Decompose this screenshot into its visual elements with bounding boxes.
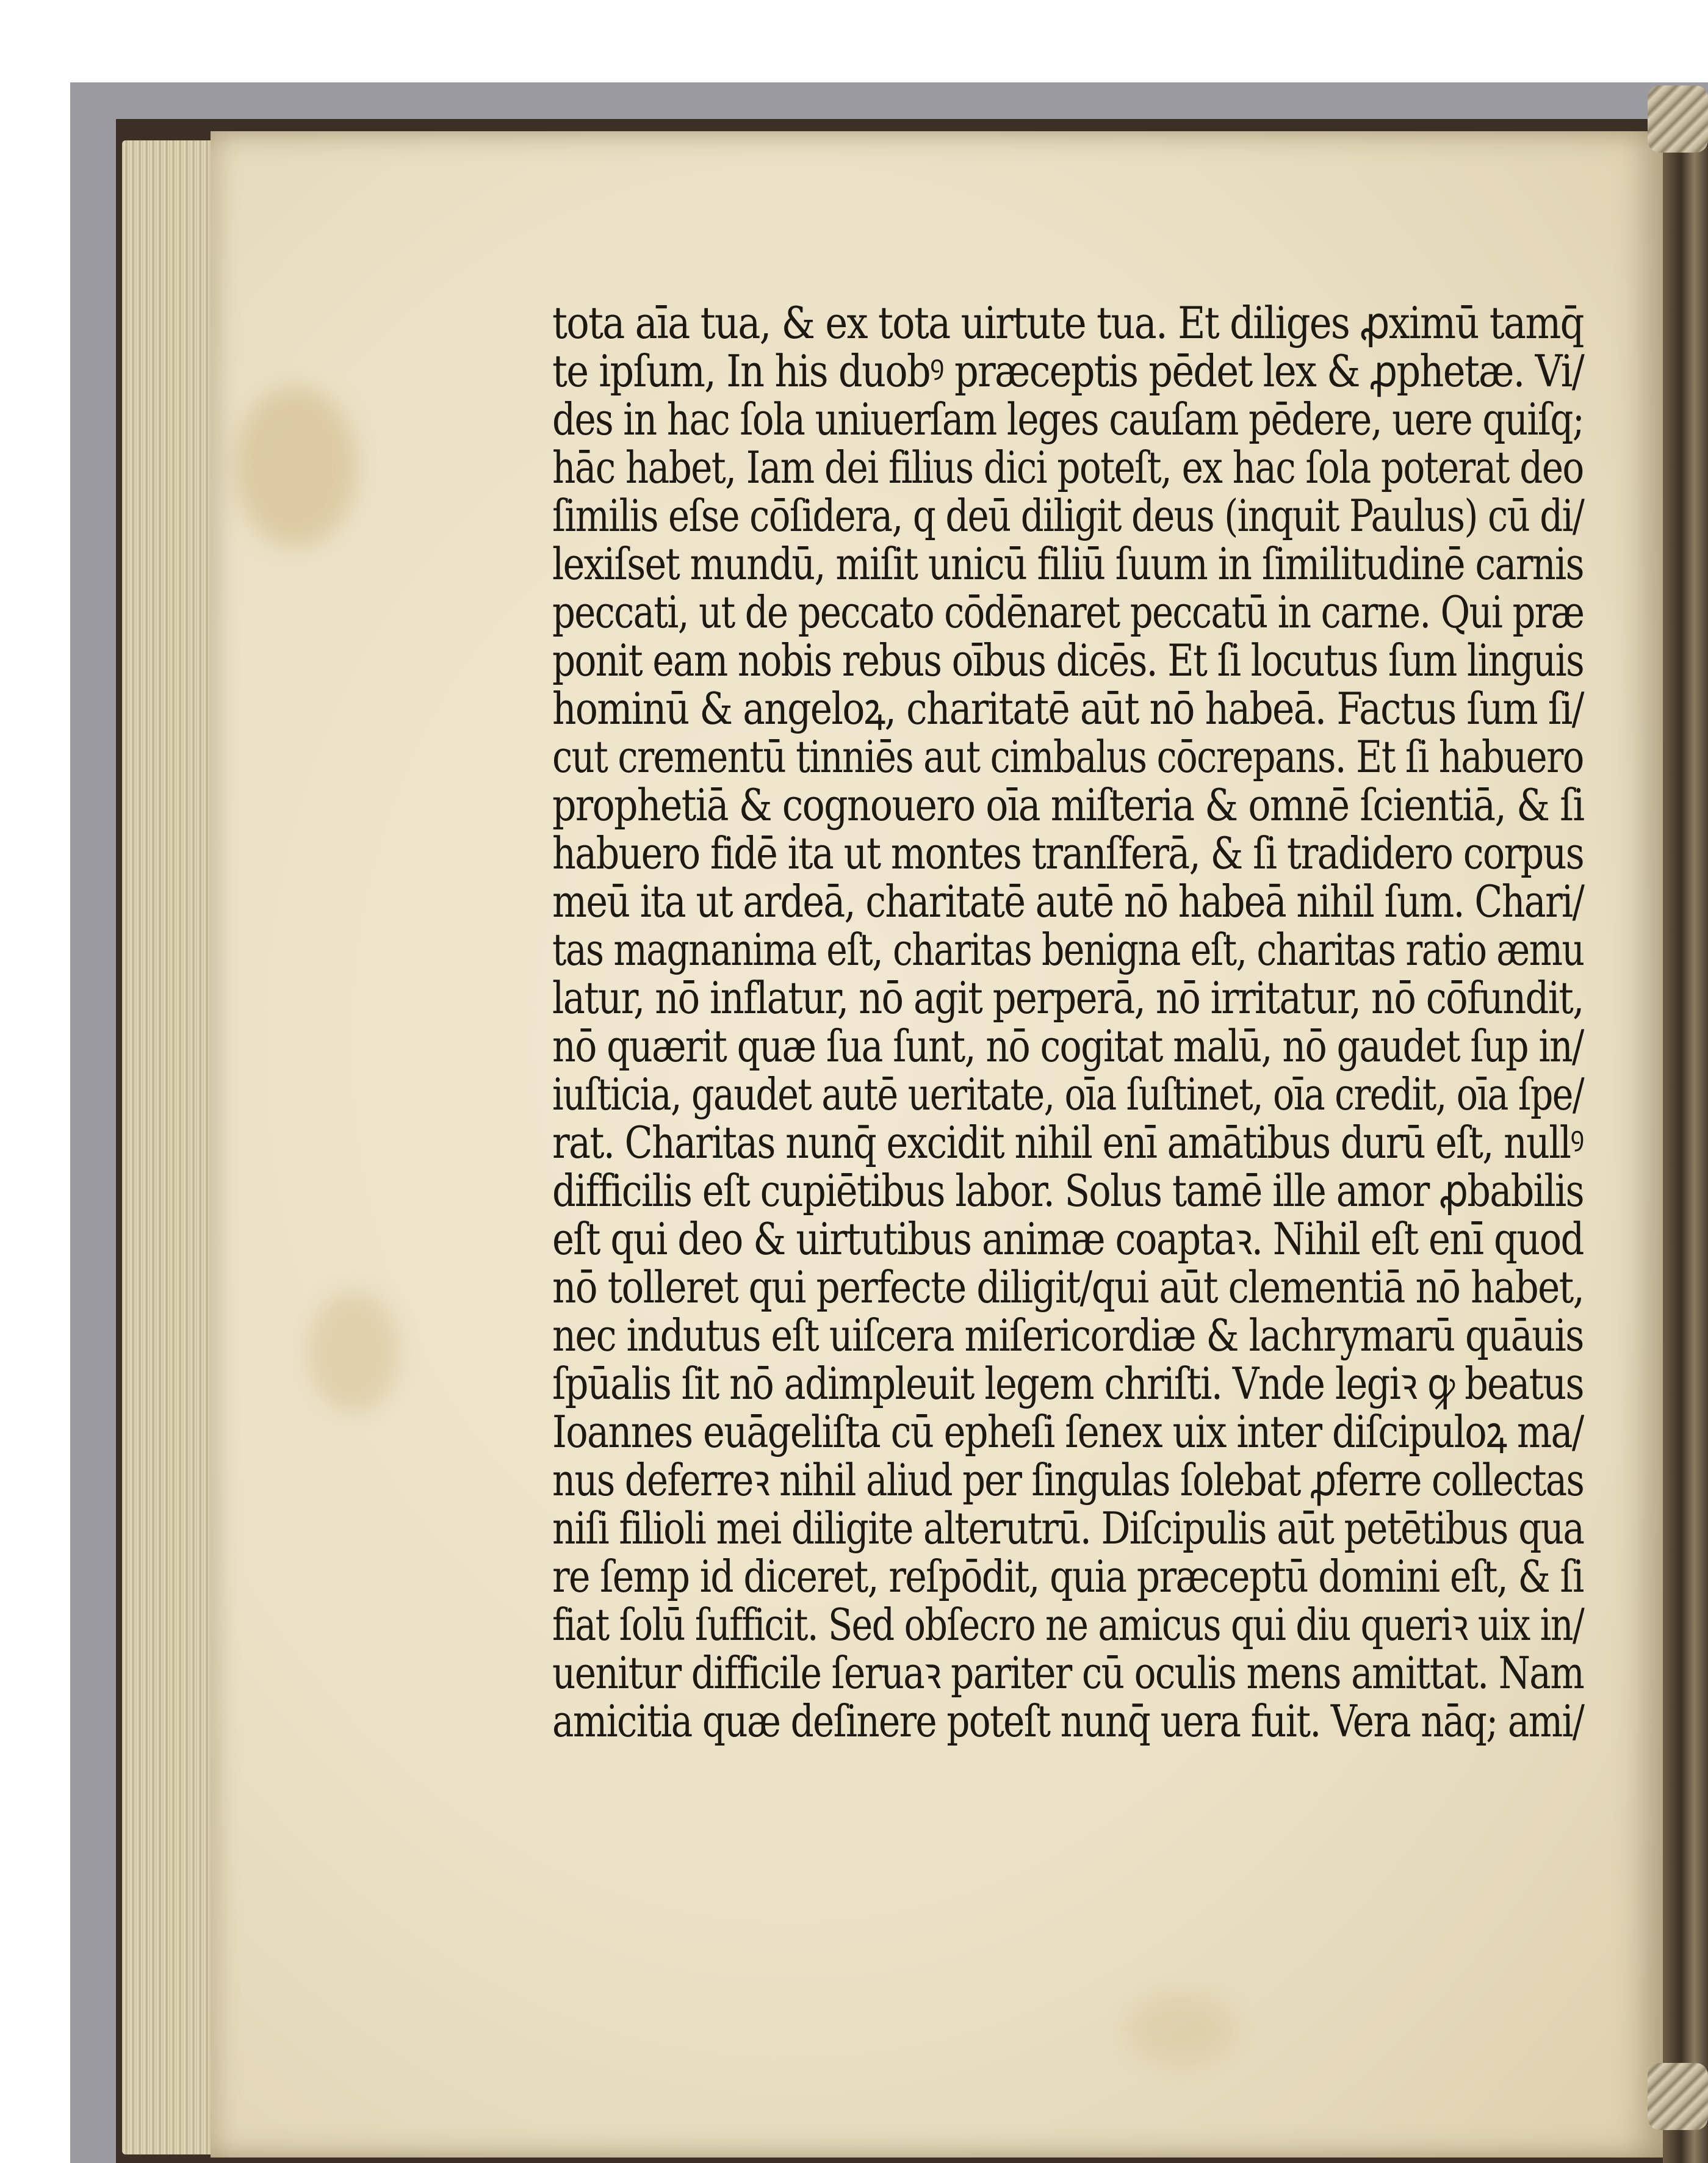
text-line: Ioannes euāgeliſta cū epheſi ſenex uix inter diſcipuloꝝ ma/ (552, 1406, 1584, 1457)
text-line: rat. Charitas nunq̄ excidit nihil enī amātibus durū eſt, nullꝰ (552, 1117, 1584, 1168)
text-line: lexiſset mundū, miſit unicū filiū ſuum in ſimilitudinē carnis (552, 538, 1584, 590)
water-stain (308, 1291, 400, 1413)
text-line: fiat ſolū ſufficit. Sed obſecro ne amicus qui diu queriꝛ uix in/ (552, 1599, 1584, 1650)
water-stain (235, 388, 357, 546)
binding-cord (1648, 85, 1708, 153)
book-gutter (1663, 119, 1708, 2163)
text-line: difficilis eſt cupiētibus labor. Solus tamē ille amor ꝓbabilis (552, 1165, 1584, 1216)
text-line: tas magnanima eſt, charitas benigna eſt, charitas ratio æmu (552, 924, 1584, 975)
text-line: habuero fidē ita ut montes tranſferā, & ſi tradidero corpus (552, 828, 1584, 879)
text-line: tota aīa tua, & ex tota uirtute tua. Et diliges ꝓximū tamq̄ (552, 297, 1584, 348)
text-line: ſimilis eſse cōſidera, q deū diligit deus (inquit Paulus) cū di/ (552, 490, 1584, 541)
text-line: re ſemp id diceret, reſpōdit, quia præceptū domini eſt, & ſi (552, 1551, 1584, 1602)
text-line: ſpūalis ſit nō adimpleuit legem chriſti. Vnde legiꝛ ꝙ beatus (552, 1358, 1584, 1409)
text-line: niſi filioli mei diligite alterutrū. Diſcipulis aūt petētibus qua (552, 1503, 1584, 1554)
text-line: nec indutus eſt uiſcera miſericordiæ & lachrymarū quāuis (552, 1310, 1584, 1361)
water-stain (1126, 1993, 1236, 2066)
text-line: latur, nō inflatur, nō agit perperā, nō irritatur, nō cōfundit, (552, 972, 1584, 1024)
text-line: nō tolleret qui perfecte diligit/qui aūt clementiā nō habet, (552, 1262, 1584, 1313)
text-block (552, 299, 1584, 1746)
text-line: nō quærit quæ ſua ſunt, nō cogitat malū, nō gaudet ſup in/ (552, 1020, 1584, 1072)
text-line: hāc habet, Iam dei filius dici poteſt, ex hac ſola poterat deo (552, 442, 1584, 493)
text-line: te ipſum, In his duobꝰ præceptis pēdet lex & ꝓphetæ. Vi/ (552, 345, 1584, 397)
text-line: amicitia quæ deſinere poteſt nunq̄ uera fuit. Vera nāq; ami/ (552, 1695, 1584, 1747)
text-line: hominū & angeloꝝ, charitatē aūt nō habeā. Factus ſum ſi/ (552, 683, 1584, 734)
text-line: des in hac ſola uniuerſam leges cauſam pēdere, uere quiſq; (552, 394, 1584, 445)
text-line: uenitur difficile ſeruaꝛ pariter cū oculis mens amittat. Nam (552, 1647, 1584, 1699)
white-margin (0, 0, 70, 2163)
text-line: iuſticia, gaudet autē ueritate, oīa ſuſtinet, oīa credit, oīa ſpe/ (552, 1069, 1584, 1120)
text-line: nus deferreꝛ nihil aliud per ſingulas ſolebat ꝓferre collectas (552, 1454, 1584, 1506)
text-line: eſt qui deo & uirtutibus animæ coaptaꝛ. Nihil eſt enī quod (552, 1213, 1584, 1265)
binding-cord (1648, 2063, 1708, 2130)
text-line: peccati, ut de peccato cōdēnaret peccatū in carne. Qui præ (552, 587, 1584, 638)
text-line: meū ita ut ardeā, charitatē autē nō habeā nihil ſum. Chari/ (552, 876, 1584, 927)
text-line: prophetiā & cognouero oīa miſteria & omnē ſcientiā, & ſi (552, 779, 1584, 831)
text-line: ponit eam nobis rebus oībus dicēs. Et ſi locutus ſum linguis (552, 635, 1584, 686)
text-line: cut crementū tinniēs aut cimbalus cōcrepans. Et ſi habuero (552, 731, 1584, 782)
